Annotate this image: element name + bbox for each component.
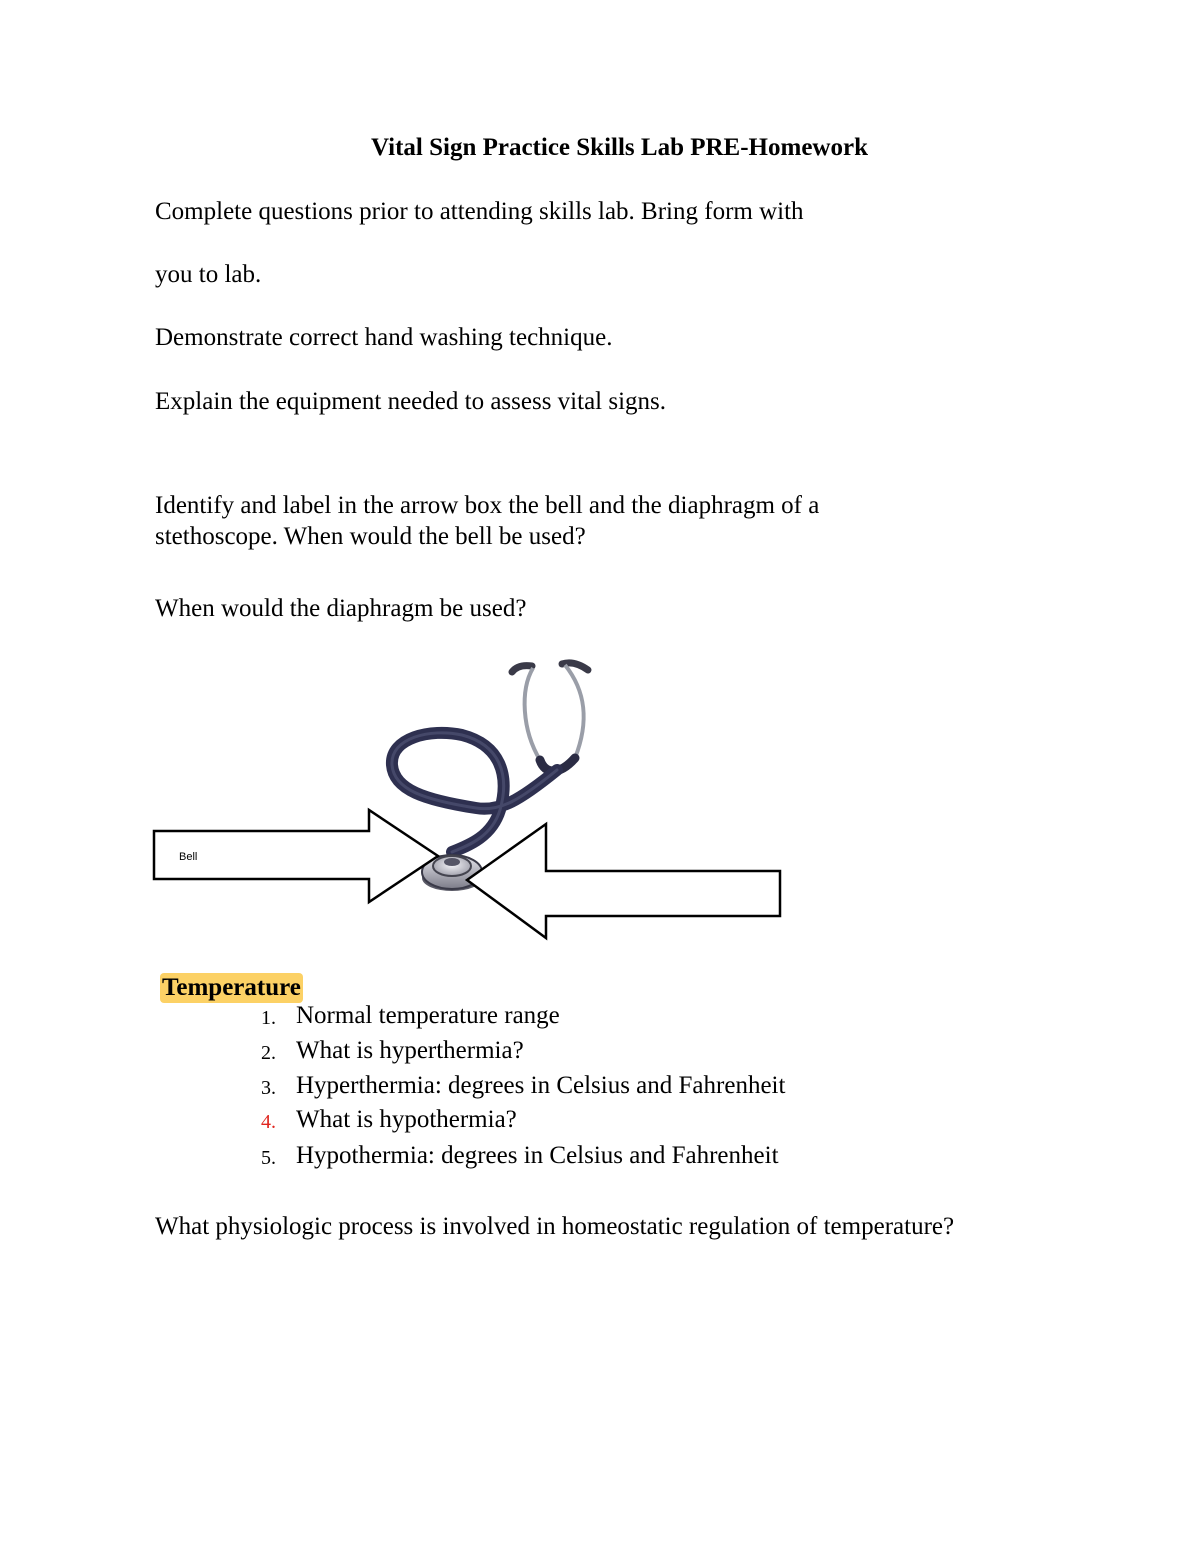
list-item-number: 3. bbox=[261, 1077, 276, 1099]
instruction-hand-washing: Demonstrate correct hand washing technique. bbox=[155, 324, 613, 351]
list-item-text: What is hypothermia? bbox=[296, 1106, 517, 1133]
closing-question: What physiologic process is involved in homeostatic regulation of temperature? bbox=[155, 1213, 955, 1240]
diaphragm-arrow-box[interactable] bbox=[467, 824, 780, 938]
instruction-equipment: Explain the equipment needed to assess vital signs. bbox=[155, 388, 667, 415]
ear-tips-icon bbox=[512, 663, 588, 672]
bell-label: Bell bbox=[179, 851, 198, 863]
stethoscope-prompt-line-1: Identify and label in the arrow box the bell and the diaphragm of a bbox=[155, 492, 820, 519]
instruction-line-1: Complete questions prior to attending skills lab. Bring form with bbox=[155, 198, 804, 225]
list-item-text: Hypothermia: degrees in Celsius and Fahrenheit bbox=[296, 1142, 779, 1169]
list-item-number: 2. bbox=[261, 1042, 276, 1064]
instruction-line-2: you to lab. bbox=[155, 261, 262, 288]
list-item-number: 1. bbox=[261, 1007, 276, 1029]
list-item-number: 4. bbox=[261, 1111, 276, 1133]
list-item-number: 5. bbox=[261, 1147, 276, 1169]
page-title: Vital Sign Practice Skills Lab PRE-Homework bbox=[371, 134, 868, 161]
binaurals-icon bbox=[525, 665, 584, 760]
tubing-icon bbox=[392, 733, 575, 852]
stethoscope-prompt-line-2: stethoscope. When would the bell be used? bbox=[155, 523, 586, 550]
list-item-text: Hyperthermia: degrees in Celsius and Fahrenheit bbox=[296, 1072, 786, 1099]
list-item-text: What is hyperthermia? bbox=[296, 1037, 524, 1064]
diaphragm-question: When would the diaphragm be used? bbox=[155, 595, 527, 622]
temperature-heading: Temperature bbox=[162, 974, 301, 1001]
list-item-text: Normal temperature range bbox=[296, 1002, 560, 1029]
